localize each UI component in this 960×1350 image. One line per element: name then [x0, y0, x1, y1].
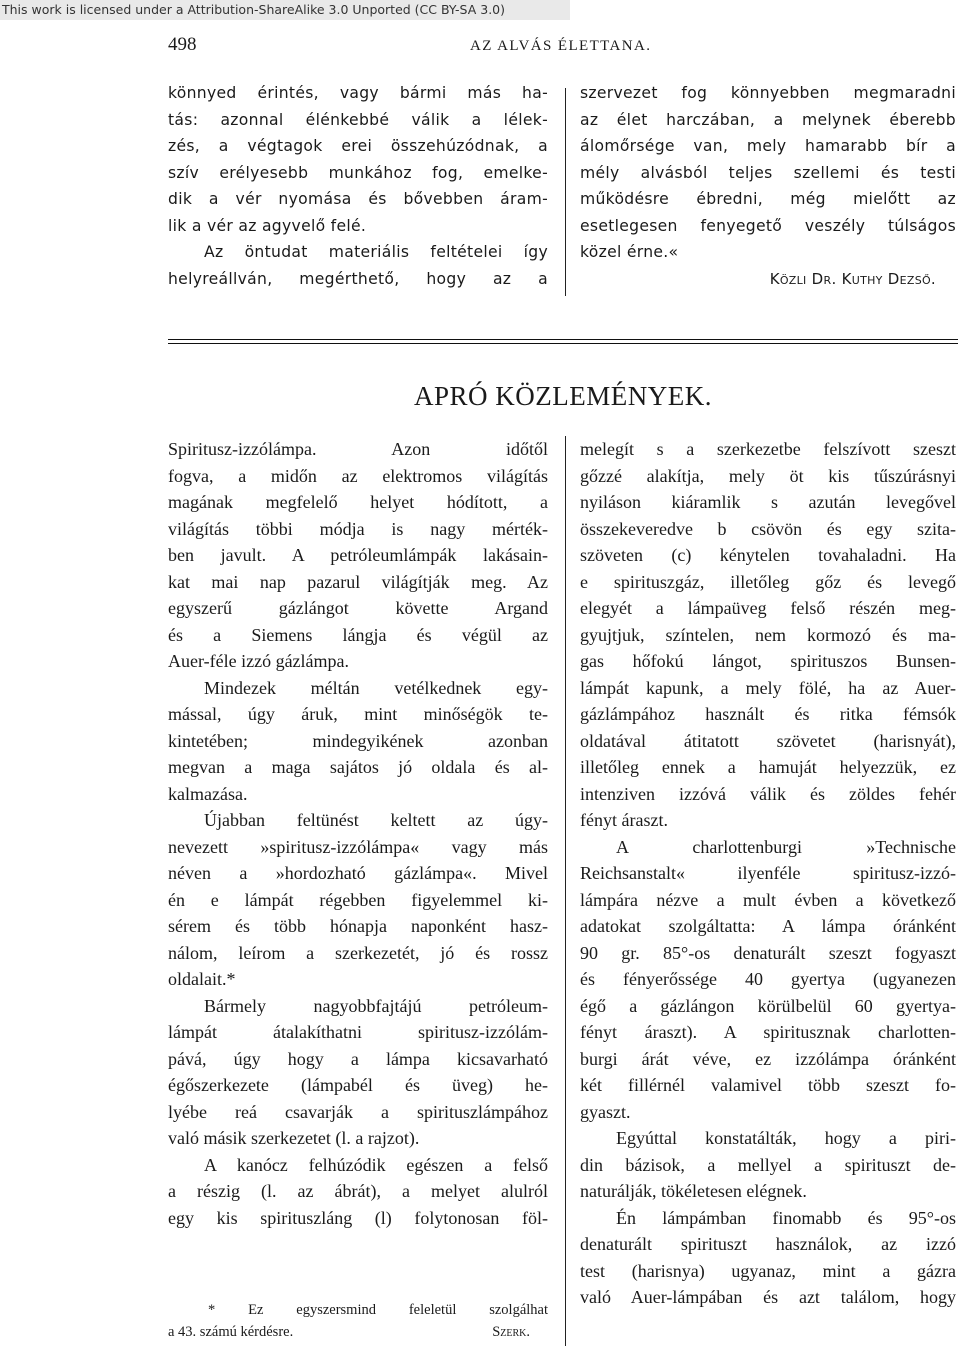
text-line: és fényerőssége 40 gyertya (ugyanezen [580, 969, 956, 989]
text-line: gas hőfokú lángot, spirituszos Bunsen- [580, 651, 956, 671]
top-left-column [168, 80, 548, 292]
footnote [168, 1299, 548, 1343]
text-line: összekeveredve b csövön és egy szita- [580, 518, 956, 539]
section-rule-bottom [168, 343, 958, 344]
text-line: az élet harczában, a melynek éberebb [580, 110, 956, 129]
section-title: APRÓ KÖZLEMÉNYEK. [414, 381, 712, 411]
text-line: lik a vér az agyvelő felé. [168, 216, 367, 235]
text-line: Spiritusz-izzólámpa. Azon időtől [168, 439, 548, 459]
section-rule-top [168, 339, 958, 340]
footnote-line [168, 1321, 548, 1343]
text-line: melegít s a szerkezetbe felszívott szeszt [580, 439, 956, 459]
text-line: Az öntudat materiális feltételei így [204, 243, 548, 261]
article-right-column [580, 436, 956, 1311]
footnote-text: a 43. számú kérdésre. [168, 1324, 294, 1340]
text-line: Egyúttal konstatálták, hogy a piri- [616, 1128, 956, 1148]
text-line: intenziven izzóvá válik és zöldes fehér [580, 783, 956, 804]
license-banner: This work is licensed under a Attribution-ShareAlike 3.0 Unported (CC BY-SA 3.0) [0, 0, 570, 20]
text-line: égőszerkezete (lámpabél és üveg) he- [168, 1075, 548, 1095]
text-line: oldatával átitatott szövetet (harisnyát), [580, 730, 956, 751]
text-line: én e lámpát régebben figyelemmel ki- [168, 889, 548, 910]
author-signature: Közli Dr. Kuthy Dezső. [769, 269, 936, 288]
text-line: való másik szerkezetet (l. a rajzot). [168, 1128, 420, 1148]
text-line: Auer-féle izzó gázlámpa. [168, 651, 350, 671]
text-line: világítás többi módja is nagy mérték- [168, 518, 548, 539]
text-line: adatokat szolgáltatta: A lámpa óránként [580, 916, 956, 936]
text-line: lámpát kapunk, a mely fölé, ha az Auer- [580, 677, 956, 698]
text-line: égő a gázlángon körülbelül 60 gyertya- [580, 995, 956, 1016]
text-line: nevezett »spiritusz-izzólámpa« vagy más [168, 836, 548, 857]
text-line: gyaszt. [580, 1101, 631, 1122]
article-left-column [168, 436, 548, 1231]
text-line: szöveten (c) kénytelen tovahaladni. Ha [580, 545, 956, 565]
text-line: tás: azonnal élénkebbé válik a lélek- [168, 110, 548, 129]
editor-mark: Szerk. [492, 1324, 530, 1340]
text-line: burgi árát véve, ez izzólámpa óránként [580, 1048, 956, 1069]
text-line: dik a vér nyomása és bővebben áram- [168, 190, 548, 208]
running-head: AZ ALVÁS ÉLETTANA. [470, 38, 652, 54]
text-line: A kanócz felhúzódik egészen a felső [204, 1154, 548, 1175]
text-line: elegyét a lámpaüveg felső részén meg- [580, 598, 956, 618]
text-line: fényt áraszt). A spiritusznak charlotten- [580, 1022, 956, 1042]
text-line: test (harisnya) ugyanaz, mint a gázra [580, 1260, 956, 1281]
text-line: nálom, leírom a szerkezetét, jó és rossz [168, 942, 548, 963]
text-line: könnyed érintés, vagy bármi más ha- [168, 84, 548, 102]
text-line: a részig (l. az ábrát), a melyet alulról [168, 1181, 548, 1201]
text-line: szervezet fog könnyebben megmaradni [580, 84, 956, 102]
text-line: 90 gr. 85°-os denaturált szeszt fogyaszt [580, 942, 956, 963]
text-line: esetlegesen fenyegető veszély túlságos [580, 216, 956, 235]
text-line: álomőrsége van, mely hamarabb bír a [580, 137, 956, 155]
text-line: fogva, a midőn az elektromos világítás [168, 465, 548, 486]
text-line: naturálják, tökéletesen elégnek. [580, 1181, 807, 1201]
text-line: működésre ébredni, még mielőtt az [580, 190, 956, 208]
text-line: oldalait.* [168, 969, 236, 989]
text-line: magának megfelelő helyet hódított, a [168, 492, 548, 512]
top-right-column [580, 80, 956, 292]
text-line: két fillérnél valamivel több szeszt fo- [580, 1075, 956, 1095]
text-line: megvan a maga sajátos jó oldala és al- [168, 757, 548, 777]
text-line: néven a »hordozható gázlámpa«. Mivel [168, 863, 548, 883]
text-line: lámpát átalakíthatni spiritusz-izzólám- [168, 1022, 548, 1042]
page-number: 498 [168, 34, 197, 55]
column-divider [565, 436, 566, 1346]
text-line: gázlámpához használt és ritka fémsók [580, 704, 956, 724]
text-line: nyiláson kiáramlik s azután levegővel [580, 492, 956, 512]
text-line: Én lámpámban finomabb és 95°-os [616, 1207, 956, 1228]
footnote-line: * Ez egyszersmind feleletül szolgálhat [208, 1302, 548, 1318]
text-line: Reichsanstalt« ilyenféle spiritusz-izzó- [580, 863, 956, 883]
text-line: helyreállván, megérthető, hogy az a [168, 269, 548, 288]
column-divider [565, 88, 566, 296]
text-line: való Auer-lámpában és azt találom, hogy [580, 1287, 956, 1307]
text-line: Mindezek méltán vetélkednek egy- [204, 677, 548, 698]
text-line: mással, úgy áruk, mint minőségök te- [168, 704, 548, 724]
text-line: egy kis spirituszláng (l) folytonosan föl- [168, 1207, 548, 1228]
text-line: és a Siemens lángja és végül az [168, 624, 548, 645]
text-line: din bázisok, a mellyel a spirituszt de- [580, 1154, 956, 1175]
text-line: egyszerű gázlángot követte Argand [168, 598, 548, 618]
text-line: szív erélyesebb munkához fog, emelke- [168, 163, 548, 182]
text-line: denaturált spirituszt használok, az izzó [580, 1234, 956, 1254]
text-line: Újabban feltünést keltett az úgy- [204, 810, 548, 830]
text-line: kalmazása. [168, 783, 248, 804]
text-line: zés, a végtagok erei összehúzódnak, a [168, 137, 548, 155]
text-line: gyujtjuk, színtelen, nem kormozó és ma- [580, 624, 956, 645]
text-line: e spirituszgáz, illetőleg gőz és levegő [580, 571, 956, 592]
text-line: lámpára nézve a mult évben a következő [580, 889, 956, 910]
text-line: A charlottenburgi »Technische [616, 836, 956, 857]
text-line: gőzzé alakítja, mely öt kis tűszúrásnyi [580, 465, 956, 486]
text-line: Bármely nagyobbfajtájú petróleum- [204, 995, 548, 1016]
text-line: fényt áraszt. [580, 810, 668, 830]
text-line: kintetében; mindegyikének azonban [168, 730, 548, 751]
text-line: ben javult. A petróleumlámpák lakásain- [168, 545, 548, 565]
text-line: sérem és több hónapja naponként hasz- [168, 916, 548, 936]
text-line: mély alvásból teljes szellemi és testi [580, 163, 956, 182]
text-line: illetőleg ennek a hamuját helyezzük, ez [580, 757, 956, 777]
text-line: pává, úgy hogy a lámpa kicsavarható [168, 1048, 548, 1069]
text-line: lyébe reá csavarják a spirituszlámpához [168, 1101, 548, 1122]
text-line: kat mai nap pazarul világítják meg. Az [168, 571, 548, 592]
text-line: közel érne.« [580, 243, 679, 261]
